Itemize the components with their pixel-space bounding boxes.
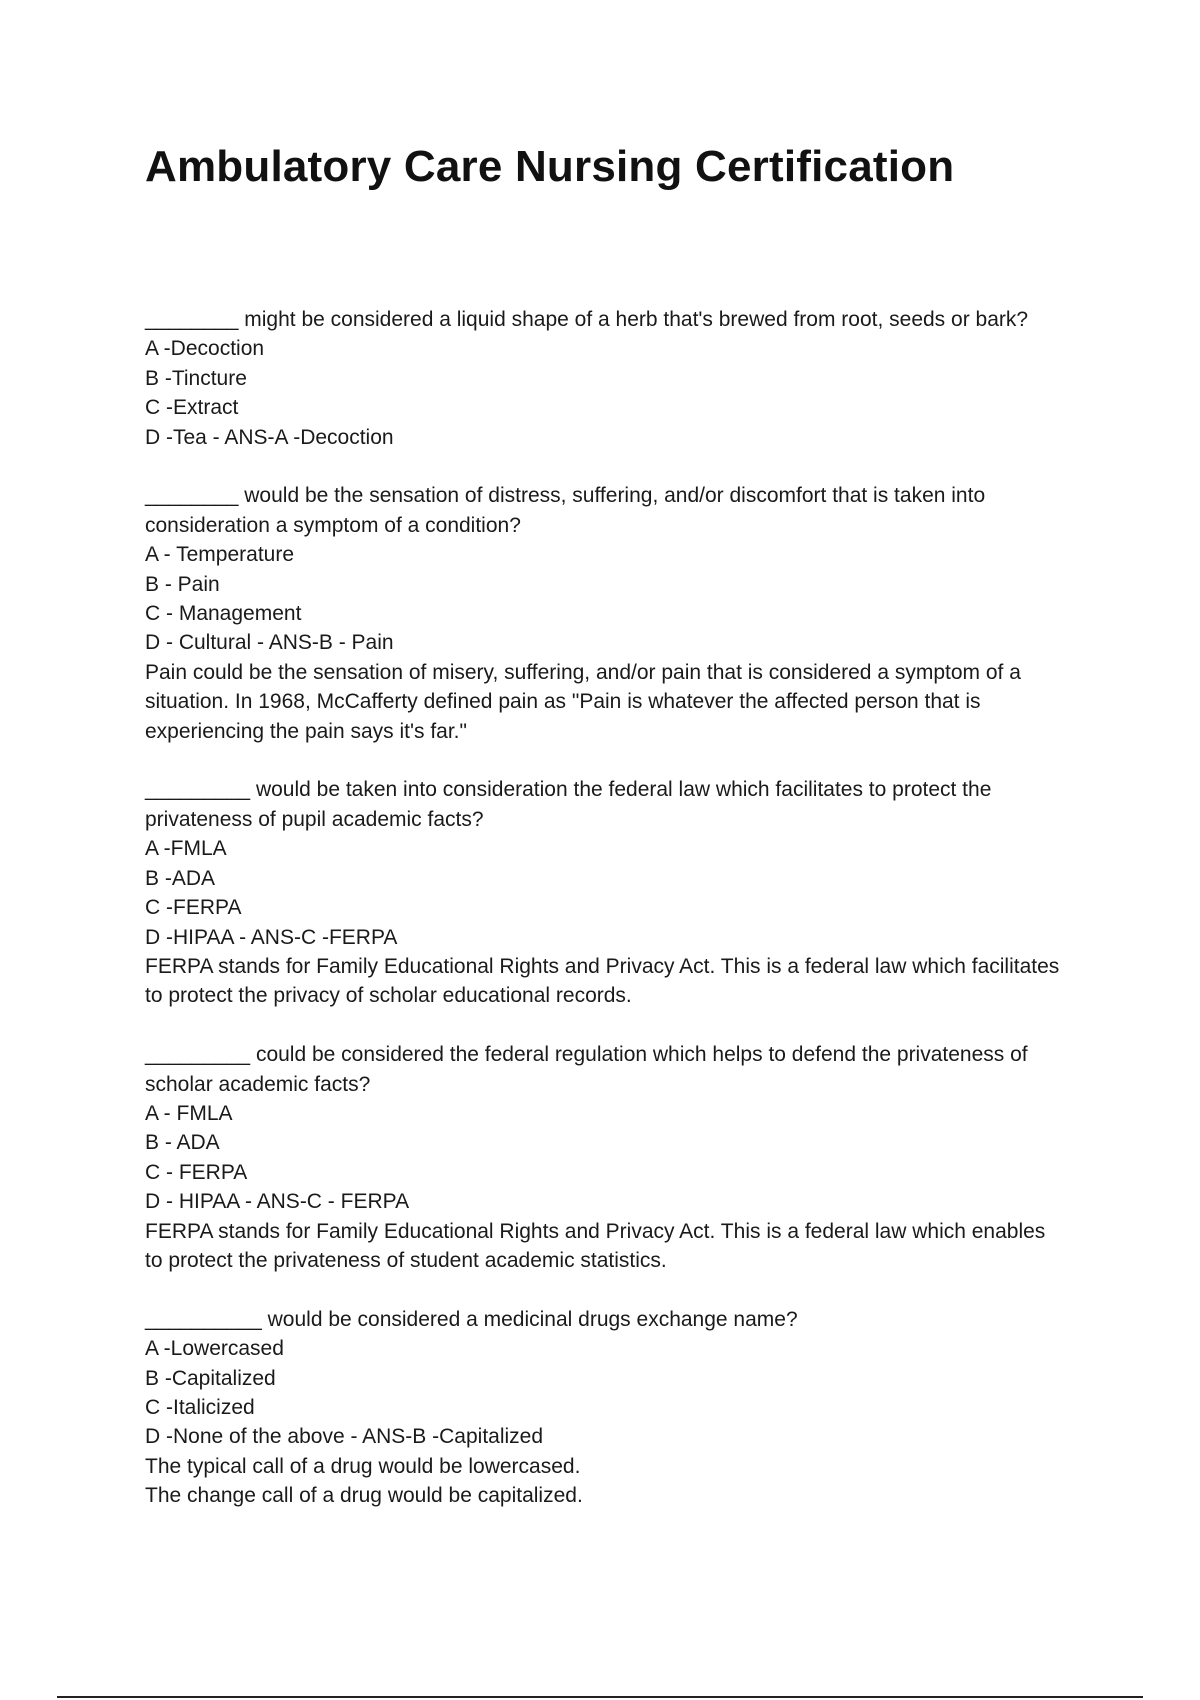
- question-block: [145, 1040, 1065, 1275]
- answer-option: D - Cultural - ANS-B - Pain: [145, 631, 394, 655]
- answer-option: A -FMLA: [145, 837, 227, 861]
- question-stem: ________ would be the sensation of distress, suffering, and/or discomfort that is taken into consideration a symptom of a condition?: [145, 484, 986, 537]
- answer-option: C -FERPA: [145, 896, 242, 920]
- answer-explanation: The change call of a drug would be capitalized.: [145, 1484, 583, 1508]
- question-list: [145, 305, 1065, 1540]
- answer-explanation: The typical call of a drug would be lowercased.: [145, 1454, 581, 1478]
- question-stem: __________ would be considered a medicinal drugs exchange name?: [145, 1307, 798, 1331]
- answer-option: B - Pain: [145, 572, 220, 596]
- answer-option: B -ADA: [145, 866, 216, 890]
- answer-option: D -HIPAA - ANS-C -FERPA: [145, 925, 398, 949]
- question-stem: _________ would be taken into consideration the federal law which facilitates to protect the privateness of pupil academic facts?: [145, 778, 992, 831]
- answer-option: D -None of the above - ANS-B -Capitalized: [145, 1425, 544, 1449]
- page-title: Ambulatory Care Nursing Certification: [145, 142, 955, 191]
- answer-option: B - ADA: [145, 1131, 220, 1155]
- question-stem: _________ could be considered the federal regulation which helps to defend the privateness of scholar academic facts?: [145, 1043, 1028, 1096]
- question-block: [145, 481, 1065, 746]
- footer-divider: [57, 1696, 1143, 1698]
- question-block: [145, 305, 1065, 452]
- question-block: [145, 775, 1065, 1010]
- question-stem: ________ might be considered a liquid shape of a herb that's brewed from root, seeds or bark?: [145, 308, 1029, 331]
- answer-option: A -Decoction: [145, 337, 265, 361]
- answer-option: C -Italicized: [145, 1395, 255, 1419]
- answer-option: A - Temperature: [145, 543, 295, 567]
- answer-option: B -Tincture: [145, 366, 247, 390]
- answer-option: C - FERPA: [145, 1160, 248, 1184]
- answer-option: D - HIPAA - ANS-C - FERPA: [145, 1190, 410, 1214]
- answer-option: A - FMLA: [145, 1101, 233, 1125]
- answer-option: D -Tea - ANS-A -Decoction: [145, 425, 394, 449]
- answer-explanation: FERPA stands for Family Educational Rights and Privacy Act. This is a federal law which facilitates to protect the privacy of scholar educational records.: [145, 954, 1060, 1008]
- question-block: [145, 1305, 1065, 1511]
- answer-option: A -Lowercased: [145, 1337, 284, 1361]
- answer-explanation: FERPA stands for Family Educational Rights and Privacy Act. This is a federal law which enables to protect the privateness of student academic statistics.: [145, 1219, 1046, 1272]
- answer-explanation: Pain could be the sensation of misery, suffering, and/or pain that is considered a symptom of a situation. In 1968, McCafferty defined pain as "Pain is whatever the affected person that is experiencing the pain says it's far.": [145, 660, 1021, 743]
- answer-option: C -Extract: [145, 396, 239, 420]
- answer-option: B -Capitalized: [145, 1366, 276, 1390]
- answer-option: C - Management: [145, 602, 302, 626]
